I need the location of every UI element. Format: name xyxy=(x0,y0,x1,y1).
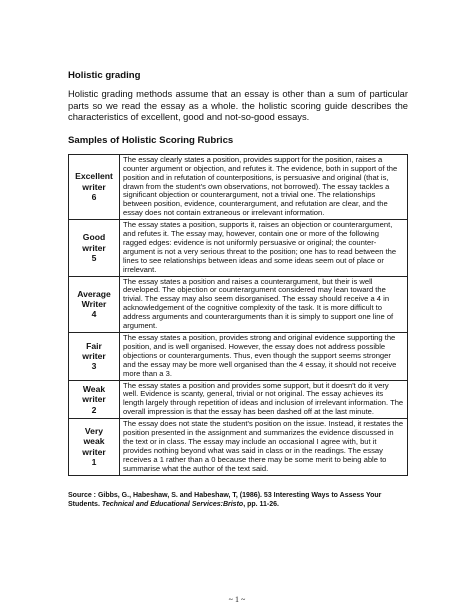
intro-paragraph: Holistic grading methods assume that an essay is other than a sum of particular parts so we read the essay as a whole. the holistic scoring guide describes the characteristics of excellent, good and not-so-good essays. xyxy=(68,88,408,123)
document-page xyxy=(68,70,408,509)
page-number: ~ 1 ~ xyxy=(228,595,246,604)
rubric-row xyxy=(69,276,408,332)
source-citation-text: Source : Gibbs, G., Habeshaw, S. and Habeshaw, T, (1986). 53 Interesting Ways to Assess Your Students. xyxy=(68,491,382,508)
rubric-description: The essay does not state the student's position on the issue. Instead, it restates the position presented in the assignment and summarizes the evidence discussed in the text or in class. The essay may include an occasional I agree with, but it provides nothing beyond what was said in class or in the readings. The essay receives a 1 rather than a 0 because there may be some merit to being able to summarise what the author of the text said. xyxy=(120,419,408,475)
rubric-row xyxy=(69,154,408,219)
rubric-description: The essay states a position and provides some support, but it doesn't do it very well. Evidence is scanty, general, trivial or not original. The essay achieves its length largely through repetition of ideas and inclusion of irrelevant information. The overall impression is that the essay has been dashed off at the last minute. xyxy=(120,380,408,419)
rubric-level-label: Fair writer 3 xyxy=(69,333,120,381)
source-citation xyxy=(68,491,408,510)
source-pages: , pp. 11-26. xyxy=(243,501,279,508)
rubric-description: The essay states a position and raises a counterargument, but their is well developed. The objection or counterargument considered may lean toward the trivial. The essay may also seem disorganised. The essay should receive a 4 in acknowledgement of the cognitive complexity of the task. It is more difficult to address arguments and counterarguments than it is simply to support one line of argument. xyxy=(120,276,408,332)
source-publisher: Technical and Educational Services:Bristo xyxy=(101,501,244,508)
rubric-row xyxy=(69,333,408,381)
section-heading: Holistic grading xyxy=(68,70,141,81)
rubric-level-label: Good writer 5 xyxy=(69,220,120,276)
rubric-row xyxy=(69,220,408,276)
samples-heading: Samples of Holistic Scoring Rubrics xyxy=(68,134,234,146)
rubric-description: The essay clearly states a position, provides support for the position, raises a counter argument or objection, and refutes it. The evidence, both in support of the position and in refutation of counterpositions, is persuasive and original (that is, drawn from the student's own observations, not borrowed). The essay tackles a significant objection or counterargument, not a trivial one. The relationships between position, evidence, counterargument, and refutation are clear, and the essay does not contain extraneous or irrelevant information. xyxy=(120,154,408,219)
rubric-level-label: Average Writer 4 xyxy=(69,276,120,332)
rubric-row xyxy=(69,380,408,419)
rubric-level-label: Very weak writer 1 xyxy=(69,419,120,475)
rubric-description: The essay states a position, supports it, raises an objection or counterargument, and refutes it. The essay may, however, contain one or more of the following ragged edges: evidence is not uniformly persuasive or original; the counter-argument is not a very serious threat to the position; one has to read between the lines to see relationships between ideas and some ideas seem out of place or irrelevant. xyxy=(120,220,408,276)
rubric-table xyxy=(68,154,408,476)
rubric-description: The essay states a position, provides strong and original evidence supporting the position, and is well organised. However, the essay does not address possible objections or counterarguments. Thus, even though the support seems stronger and the essay may be more well organised than the 4 essay, it should not receive more than a 3. xyxy=(120,333,408,381)
rubric-level-label: Excellent writer 6 xyxy=(69,154,120,219)
rubric-row xyxy=(69,419,408,475)
rubric-level-label: Weak writer 2 xyxy=(69,380,120,419)
